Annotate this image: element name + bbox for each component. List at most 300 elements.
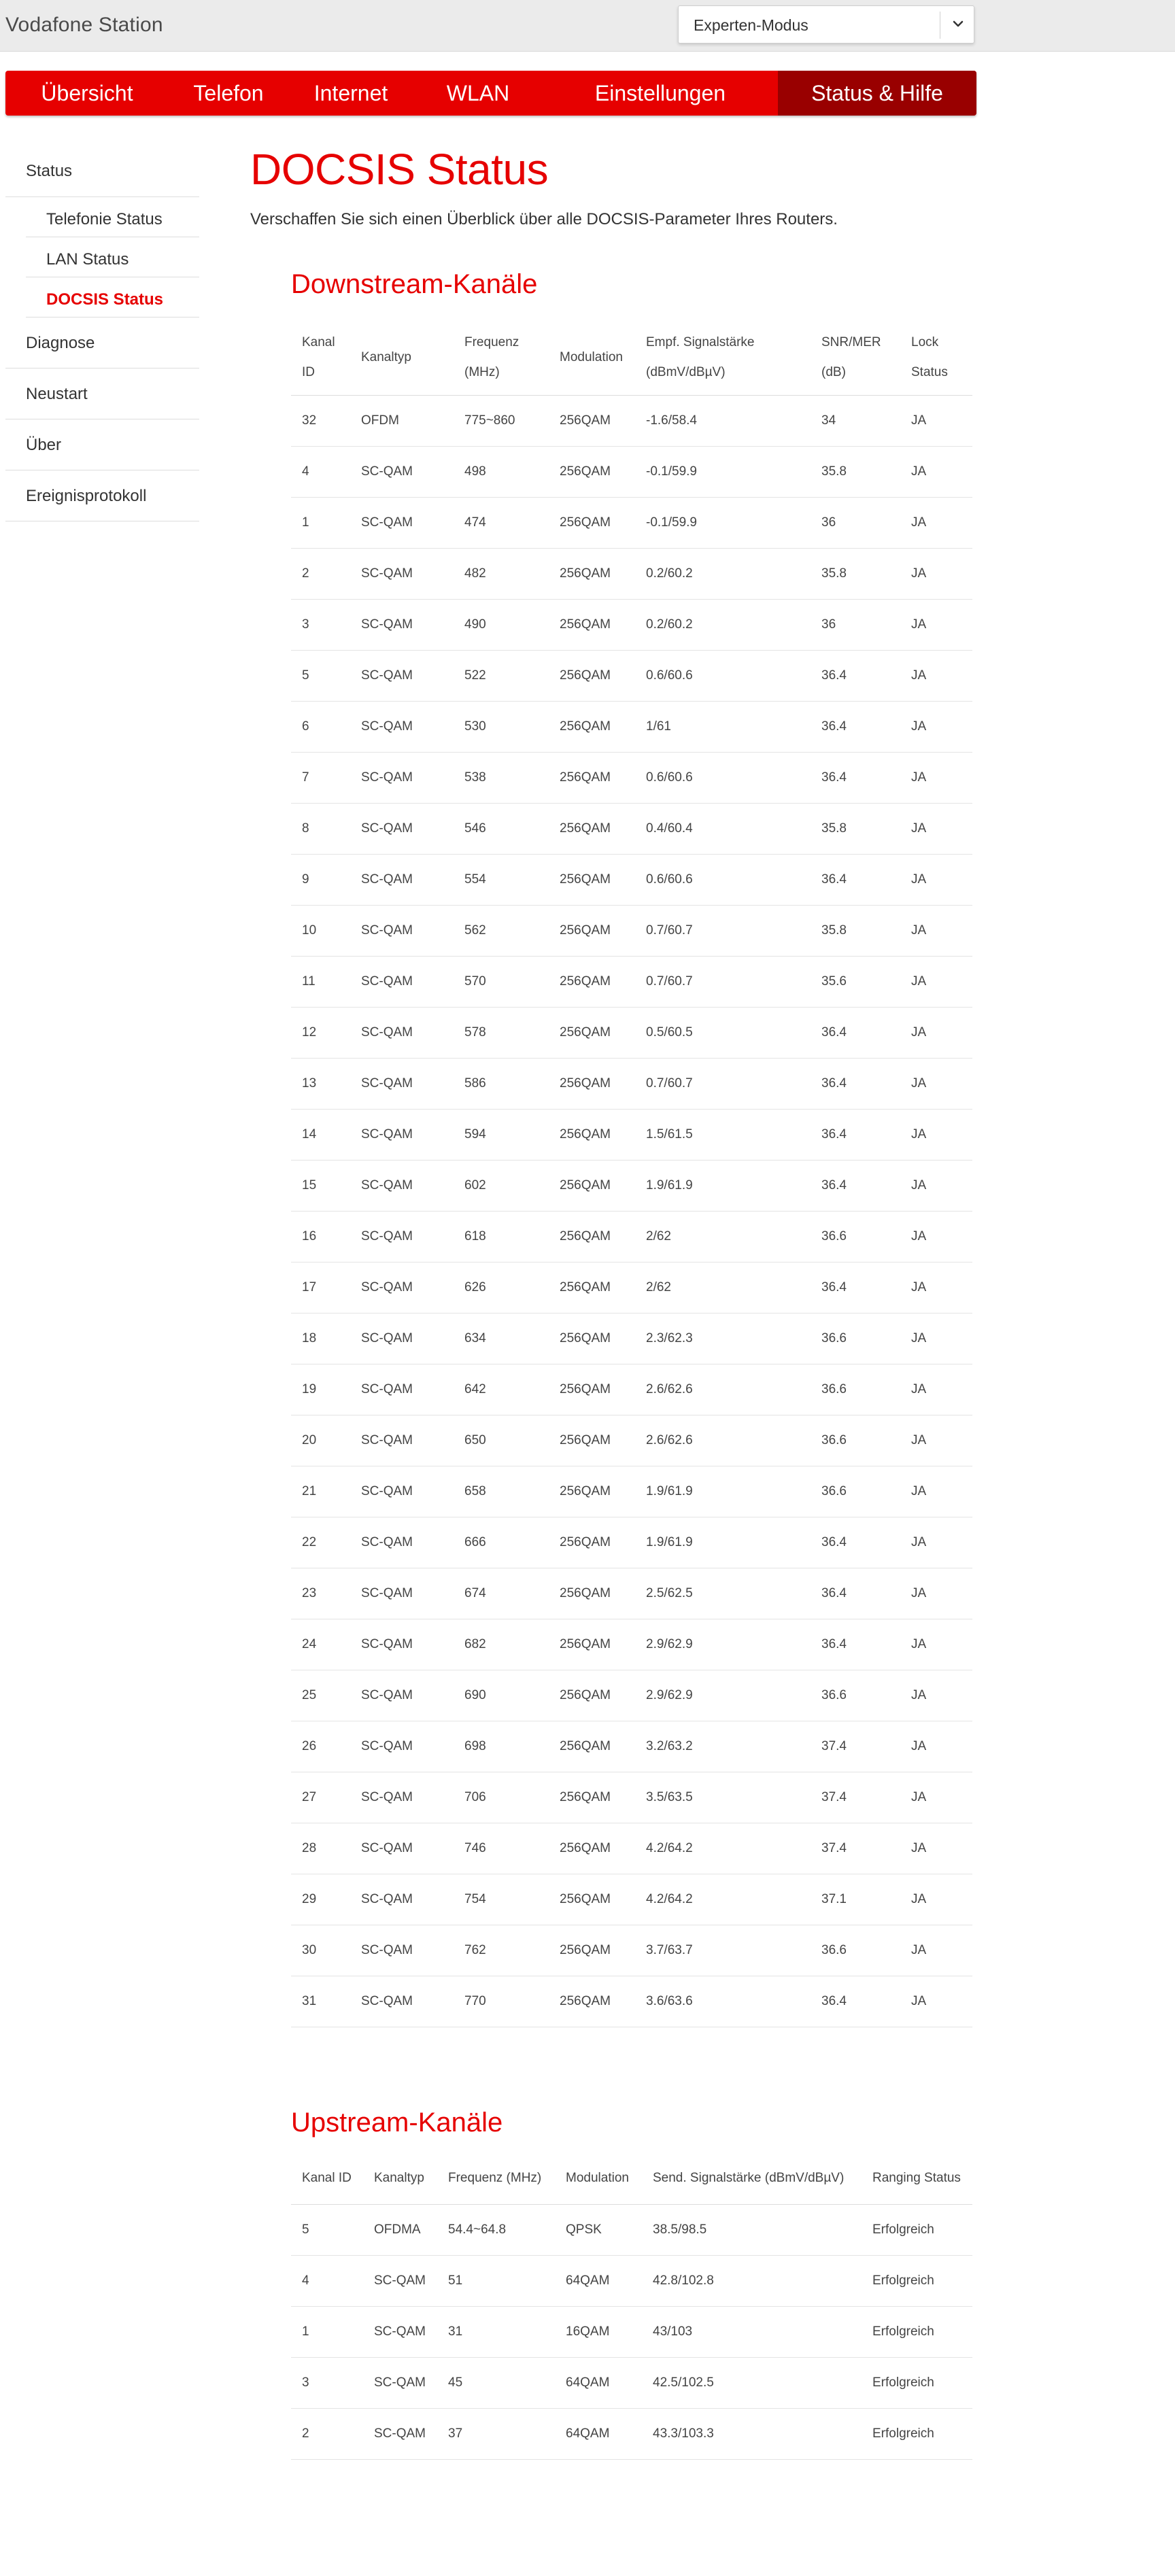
table-cell: 522: [454, 651, 549, 702]
table-row: [291, 651, 972, 702]
table-cell: 256QAM: [549, 1670, 635, 1721]
tab-label: Internet: [313, 80, 388, 105]
table-cell: 256QAM: [549, 906, 635, 957]
table-cell: 3.6/63.6: [635, 1976, 811, 2027]
table-cell: 1.9/61.9: [635, 1517, 811, 1568]
table-row: [291, 753, 972, 804]
column-header: Modulation: [549, 320, 635, 396]
table-row: [291, 1517, 972, 1568]
table-cell: 37.4: [811, 1823, 900, 1874]
table-cell: 21: [291, 1466, 350, 1517]
table-cell: JA: [900, 1110, 972, 1161]
table-header-row: [291, 2152, 972, 2205]
table-cell: SC-QAM: [350, 1161, 454, 1212]
table-cell: 602: [454, 1161, 549, 1212]
table-cell: 35.8: [811, 549, 900, 600]
table-cell: 36: [811, 498, 900, 549]
table-cell: 674: [454, 1568, 549, 1619]
table-row: [291, 1161, 972, 1212]
table-cell: 36.4: [811, 753, 900, 804]
table-row: [291, 1619, 972, 1670]
table-cell: JA: [900, 1059, 972, 1110]
table-cell: JA: [900, 1161, 972, 1212]
table-cell: 2.6/62.6: [635, 1364, 811, 1415]
table-cell: 2.6/62.6: [635, 1415, 811, 1466]
table-cell: 0.6/60.6: [635, 855, 811, 906]
table-cell: JA: [900, 396, 972, 447]
table-row: [291, 1415, 972, 1466]
table-cell: 256QAM: [549, 1212, 635, 1263]
main-nav: [5, 71, 976, 116]
table-cell: 18: [291, 1313, 350, 1364]
column-header: Kanal ID: [291, 2152, 363, 2205]
table-cell: 546: [454, 804, 549, 855]
table-cell: 4.2/64.2: [635, 1874, 811, 1925]
table-cell: 586: [454, 1059, 549, 1110]
column-header: Frequenz (MHz): [454, 320, 549, 396]
tab-einstellungen[interactable]: [543, 71, 778, 116]
page-description: Verschaffen Sie sich einen Überblick über alle DOCSIS-Parameter Ihres Routers.: [250, 210, 838, 228]
table-cell: Erfolgreich: [862, 2205, 972, 2256]
table-cell: 32: [291, 396, 350, 447]
table-cell: SC-QAM: [350, 753, 454, 804]
table-cell: SC-QAM: [350, 1670, 454, 1721]
table-cell: 256QAM: [549, 447, 635, 498]
table-cell: 775~860: [454, 396, 549, 447]
table-cell: 256QAM: [549, 1364, 635, 1415]
table-cell: 1: [291, 2307, 363, 2358]
table-cell: SC-QAM: [363, 2256, 437, 2307]
table-row: [291, 1059, 972, 1110]
table-cell: 36.6: [811, 1415, 900, 1466]
table-cell: 474: [454, 498, 549, 549]
table-cell: 642: [454, 1364, 549, 1415]
table-cell: SC-QAM: [350, 1212, 454, 1263]
downstream-title: Downstream-Kanäle: [291, 269, 538, 299]
table-cell: 490: [454, 600, 549, 651]
table-cell: 36: [811, 600, 900, 651]
table-cell: 650: [454, 1415, 549, 1466]
table-cell: 256QAM: [549, 1619, 635, 1670]
table-cell: 618: [454, 1212, 549, 1263]
table-cell: 256QAM: [549, 651, 635, 702]
table-cell: 27: [291, 1772, 350, 1823]
table-cell: JA: [900, 957, 972, 1008]
table-cell: 11: [291, 957, 350, 1008]
table-cell: 36.4: [811, 1976, 900, 2027]
table-cell: 36.4: [811, 1059, 900, 1110]
table-cell: 4: [291, 447, 350, 498]
table-cell: 1.9/61.9: [635, 1466, 811, 1517]
table-cell: 578: [454, 1008, 549, 1059]
table-cell: 26: [291, 1721, 350, 1772]
table-cell: 14: [291, 1110, 350, 1161]
table-cell: 36.4: [811, 651, 900, 702]
table-cell: JA: [900, 1568, 972, 1619]
table-cell: JA: [900, 1517, 972, 1568]
table-cell: 35.8: [811, 906, 900, 957]
table-row: [291, 1874, 972, 1925]
table-cell: 0.6/60.6: [635, 651, 811, 702]
tab-label: Einstellungen: [594, 80, 726, 105]
table-cell: 498: [454, 447, 549, 498]
table-cell: 2: [291, 549, 350, 600]
table-cell: 20: [291, 1415, 350, 1466]
table-cell: 1/61: [635, 702, 811, 753]
table-cell: 2.5/62.5: [635, 1568, 811, 1619]
mode-select[interactable]: [678, 5, 974, 44]
table-cell: -1.6/58.4: [635, 396, 811, 447]
sidebar-item-status[interactable]: Status: [5, 150, 199, 197]
table-cell: OFDMA: [363, 2205, 437, 2256]
tab-telefon[interactable]: [169, 71, 288, 116]
table-cell: 1.5/61.5: [635, 1110, 811, 1161]
table-cell: 256QAM: [549, 1059, 635, 1110]
column-header: Kanaltyp: [350, 320, 454, 396]
table-cell: JA: [900, 804, 972, 855]
mode-select-value: Experten-Modus: [694, 16, 808, 34]
table-cell: 13: [291, 1059, 350, 1110]
table-row: [291, 2256, 972, 2307]
table-cell: 37: [437, 2409, 555, 2460]
table-cell: 256QAM: [549, 1925, 635, 1976]
table-cell: SC-QAM: [350, 1976, 454, 2027]
table-cell: SC-QAM: [350, 1772, 454, 1823]
table-cell: 17: [291, 1263, 350, 1313]
table-cell: JA: [900, 1925, 972, 1976]
column-header: Empf. Signalstärke (dBmV/dBµV): [635, 320, 811, 396]
table-cell: 16QAM: [555, 2307, 642, 2358]
table-cell: Erfolgreich: [862, 2358, 972, 2409]
table-cell: JA: [900, 906, 972, 957]
table-cell: 256QAM: [549, 1874, 635, 1925]
table-row: [291, 1670, 972, 1721]
table-cell: SC-QAM: [350, 1466, 454, 1517]
table-cell: SC-QAM: [350, 447, 454, 498]
table-row: [291, 1313, 972, 1364]
table-row: [291, 804, 972, 855]
table-cell: 2.9/62.9: [635, 1670, 811, 1721]
table-cell: -0.1/59.9: [635, 498, 811, 549]
table-row: [291, 1110, 972, 1161]
table-cell: SC-QAM: [350, 600, 454, 651]
table-row: [291, 1466, 972, 1517]
table-cell: SC-QAM: [350, 1313, 454, 1364]
table-row: [291, 1721, 972, 1772]
table-cell: 256QAM: [549, 1008, 635, 1059]
table-cell: 706: [454, 1772, 549, 1823]
table-cell: 2/62: [635, 1212, 811, 1263]
tab-label: Übersicht: [41, 80, 133, 105]
table-cell: 64QAM: [555, 2409, 642, 2460]
table-cell: 36.6: [811, 1212, 900, 1263]
chevron-down-icon: [948, 13, 968, 36]
table-cell: JA: [900, 1670, 972, 1721]
table-cell: 0.4/60.4: [635, 804, 811, 855]
table-cell: JA: [900, 1313, 972, 1364]
table-cell: JA: [900, 498, 972, 549]
table-cell: Erfolgreich: [862, 2256, 972, 2307]
table-cell: 37.4: [811, 1772, 900, 1823]
table-cell: 64QAM: [555, 2358, 642, 2409]
sidebar: [5, 150, 199, 521]
table-cell: 29: [291, 1874, 350, 1925]
brand-title: Vodafone Station: [5, 14, 163, 36]
table-cell: 746: [454, 1823, 549, 1874]
table-cell: 36.4: [811, 1619, 900, 1670]
table-cell: 538: [454, 753, 549, 804]
table-cell: SC-QAM: [350, 1874, 454, 1925]
table-cell: 256QAM: [549, 1415, 635, 1466]
table-cell: 36.4: [811, 1568, 900, 1619]
table-cell: 256QAM: [549, 396, 635, 447]
page-title: DOCSIS Status: [250, 145, 549, 194]
column-header: Ranging Status: [862, 2152, 972, 2205]
table-cell: 754: [454, 1874, 549, 1925]
table-cell: 36.4: [811, 1161, 900, 1212]
table-cell: SC-QAM: [350, 906, 454, 957]
table-cell: SC-QAM: [363, 2409, 437, 2460]
table-cell: 682: [454, 1619, 549, 1670]
table-cell: 762: [454, 1925, 549, 1976]
table-cell: QPSK: [555, 2205, 642, 2256]
table-cell: 16: [291, 1212, 350, 1263]
table-cell: 36.4: [811, 1110, 900, 1161]
table-cell: 38.5/98.5: [642, 2205, 862, 2256]
table-cell: 256QAM: [549, 957, 635, 1008]
table-row: [291, 1925, 972, 1976]
table-cell: 256QAM: [549, 1466, 635, 1517]
table-cell: 6: [291, 702, 350, 753]
table-cell: JA: [900, 549, 972, 600]
tab-wlan[interactable]: [413, 71, 543, 116]
table-cell: SC-QAM: [350, 1568, 454, 1619]
table-cell: 256QAM: [549, 1772, 635, 1823]
upstream-title: Upstream-Kanäle: [291, 2108, 503, 2137]
table-cell: 10: [291, 906, 350, 957]
table-cell: JA: [900, 1874, 972, 1925]
table-row: [291, 2307, 972, 2358]
table-cell: 36.4: [811, 1263, 900, 1313]
table-cell: 0.5/60.5: [635, 1008, 811, 1059]
table-cell: 28: [291, 1823, 350, 1874]
table-cell: 0.7/60.7: [635, 957, 811, 1008]
table-body: [291, 396, 972, 2027]
table-cell: SC-QAM: [350, 651, 454, 702]
table-header-row: [291, 320, 972, 396]
table-cell: 36.6: [811, 1313, 900, 1364]
table-cell: 36.4: [811, 702, 900, 753]
table-cell: 23: [291, 1568, 350, 1619]
table-cell: 36.6: [811, 1670, 900, 1721]
table-cell: SC-QAM: [350, 855, 454, 906]
table-cell: 482: [454, 549, 549, 600]
table-cell: JA: [900, 1976, 972, 2027]
table-cell: 34: [811, 396, 900, 447]
table-cell: 256QAM: [549, 549, 635, 600]
table-cell: 256QAM: [549, 1263, 635, 1313]
table-cell: 64QAM: [555, 2256, 642, 2307]
table-cell: SC-QAM: [350, 1925, 454, 1976]
table-row: [291, 2358, 972, 2409]
table-row: [291, 906, 972, 957]
table-cell: SC-QAM: [350, 1517, 454, 1568]
table-cell: 22: [291, 1517, 350, 1568]
table-cell: JA: [900, 1619, 972, 1670]
table-cell: 666: [454, 1517, 549, 1568]
table-cell: SC-QAM: [350, 702, 454, 753]
table-cell: 2.3/62.3: [635, 1313, 811, 1364]
sidebar-item-telefonie-status[interactable]: Telefonie Status: [26, 197, 199, 237]
table-cell: 2: [291, 2409, 363, 2460]
table-cell: JA: [900, 1263, 972, 1313]
table-cell: 256QAM: [549, 1568, 635, 1619]
table-cell: 35.6: [811, 957, 900, 1008]
table-cell: 31: [437, 2307, 555, 2358]
table-cell: 562: [454, 906, 549, 957]
sidebar-item-lan-status[interactable]: LAN Status: [26, 237, 199, 277]
table-cell: 35.8: [811, 804, 900, 855]
table-cell: 43/103: [642, 2307, 862, 2358]
table-cell: 3.2/63.2: [635, 1721, 811, 1772]
tab-label: WLAN: [446, 80, 510, 105]
table-cell: SC-QAM: [363, 2358, 437, 2409]
table-cell: 45: [437, 2358, 555, 2409]
table-cell: 36.6: [811, 1925, 900, 1976]
table-cell: SC-QAM: [350, 957, 454, 1008]
table-body: [291, 2205, 972, 2460]
table-cell: JA: [900, 702, 972, 753]
tab-label: Status & Hilfe: [811, 80, 943, 105]
table-cell: OFDM: [350, 396, 454, 447]
table-cell: 37.4: [811, 1721, 900, 1772]
column-header: Kanal ID: [291, 320, 350, 396]
table-cell: 15: [291, 1161, 350, 1212]
table-cell: 24: [291, 1619, 350, 1670]
table-cell: 626: [454, 1263, 549, 1313]
table-cell: 3.7/63.7: [635, 1925, 811, 1976]
table-cell: 7: [291, 753, 350, 804]
column-header: Send. Signalstärke (dBmV/dBµV): [642, 2152, 862, 2205]
table-cell: 256QAM: [549, 1110, 635, 1161]
table-cell: 0.2/60.2: [635, 549, 811, 600]
table-cell: 256QAM: [549, 600, 635, 651]
table-cell: 256QAM: [549, 804, 635, 855]
table-cell: 5: [291, 651, 350, 702]
table-cell: 36.6: [811, 1364, 900, 1415]
table-cell: 35.8: [811, 447, 900, 498]
table-cell: 0.6/60.6: [635, 753, 811, 804]
sidebar-item-diagnose[interactable]: Diagnose: [5, 317, 199, 368]
table-cell: SC-QAM: [350, 1059, 454, 1110]
table-row: [291, 2409, 972, 2460]
table-cell: SC-QAM: [350, 1364, 454, 1415]
table-cell: 256QAM: [549, 1721, 635, 1772]
table-cell: SC-QAM: [350, 1619, 454, 1670]
table-row: [291, 1008, 972, 1059]
table-cell: 658: [454, 1466, 549, 1517]
table-cell: 42.8/102.8: [642, 2256, 862, 2307]
table-cell: 42.5/102.5: [642, 2358, 862, 2409]
table-row: [291, 1772, 972, 1823]
table-cell: 30: [291, 1925, 350, 1976]
table-row: [291, 447, 972, 498]
table-cell: SC-QAM: [350, 1263, 454, 1313]
table-cell: SC-QAM: [350, 1008, 454, 1059]
table-cell: 54.4~64.8: [437, 2205, 555, 2256]
table-cell: 0.2/60.2: [635, 600, 811, 651]
table-cell: JA: [900, 447, 972, 498]
table-cell: JA: [900, 1415, 972, 1466]
table-row: [291, 2205, 972, 2256]
table-row: [291, 396, 972, 447]
table-cell: 256QAM: [549, 1823, 635, 1874]
table-cell: JA: [900, 1212, 972, 1263]
table-cell: SC-QAM: [350, 498, 454, 549]
table-cell: 594: [454, 1110, 549, 1161]
column-header: Frequenz (MHz): [437, 2152, 555, 2205]
table-row: [291, 957, 972, 1008]
column-header: Kanaltyp: [363, 2152, 437, 2205]
table-cell: 5: [291, 2205, 363, 2256]
table-row: [291, 1823, 972, 1874]
table-cell: 0.7/60.7: [635, 1059, 811, 1110]
sidebar-item-ereignisprotokoll[interactable]: Ereignisprotokoll: [5, 470, 199, 521]
table-cell: 31: [291, 1976, 350, 2027]
downstream-table: [291, 320, 972, 2027]
table-cell: 3: [291, 600, 350, 651]
sidebar-item-docsis-status[interactable]: DOCSIS Status: [26, 277, 199, 317]
table-row: [291, 1364, 972, 1415]
tab-uebersicht[interactable]: [5, 71, 169, 116]
table-cell: Erfolgreich: [862, 2307, 972, 2358]
table-cell: 256QAM: [549, 1517, 635, 1568]
table-cell: 256QAM: [549, 855, 635, 906]
table-row: [291, 1263, 972, 1313]
table-cell: 256QAM: [549, 702, 635, 753]
table-cell: 0.7/60.7: [635, 906, 811, 957]
tab-status-hilfe[interactable]: [778, 71, 976, 116]
table-row: [291, 855, 972, 906]
table-cell: 770: [454, 1976, 549, 2027]
sidebar-item-ueber[interactable]: Über: [5, 419, 199, 470]
table-row: [291, 600, 972, 651]
tab-internet[interactable]: [288, 71, 413, 116]
table-cell: JA: [900, 753, 972, 804]
table-cell: 9: [291, 855, 350, 906]
top-bar: [0, 0, 1175, 52]
table-cell: 8: [291, 804, 350, 855]
table-cell: 634: [454, 1313, 549, 1364]
table-cell: JA: [900, 1721, 972, 1772]
table-cell: JA: [900, 1772, 972, 1823]
table-row: [291, 1212, 972, 1263]
table-cell: JA: [900, 1008, 972, 1059]
table-cell: 36.4: [811, 1517, 900, 1568]
table-cell: SC-QAM: [350, 1415, 454, 1466]
table-cell: 25: [291, 1670, 350, 1721]
table-cell: 36.4: [811, 1008, 900, 1059]
table-cell: 12: [291, 1008, 350, 1059]
table-cell: 43.3/103.3: [642, 2409, 862, 2460]
tab-label: Telefon: [193, 80, 264, 105]
table-cell: 4.2/64.2: [635, 1823, 811, 1874]
sidebar-item-neustart[interactable]: Neustart: [5, 368, 199, 419]
table-cell: SC-QAM: [350, 804, 454, 855]
table-cell: 530: [454, 702, 549, 753]
table-cell: JA: [900, 1466, 972, 1517]
table-cell: 3: [291, 2358, 363, 2409]
